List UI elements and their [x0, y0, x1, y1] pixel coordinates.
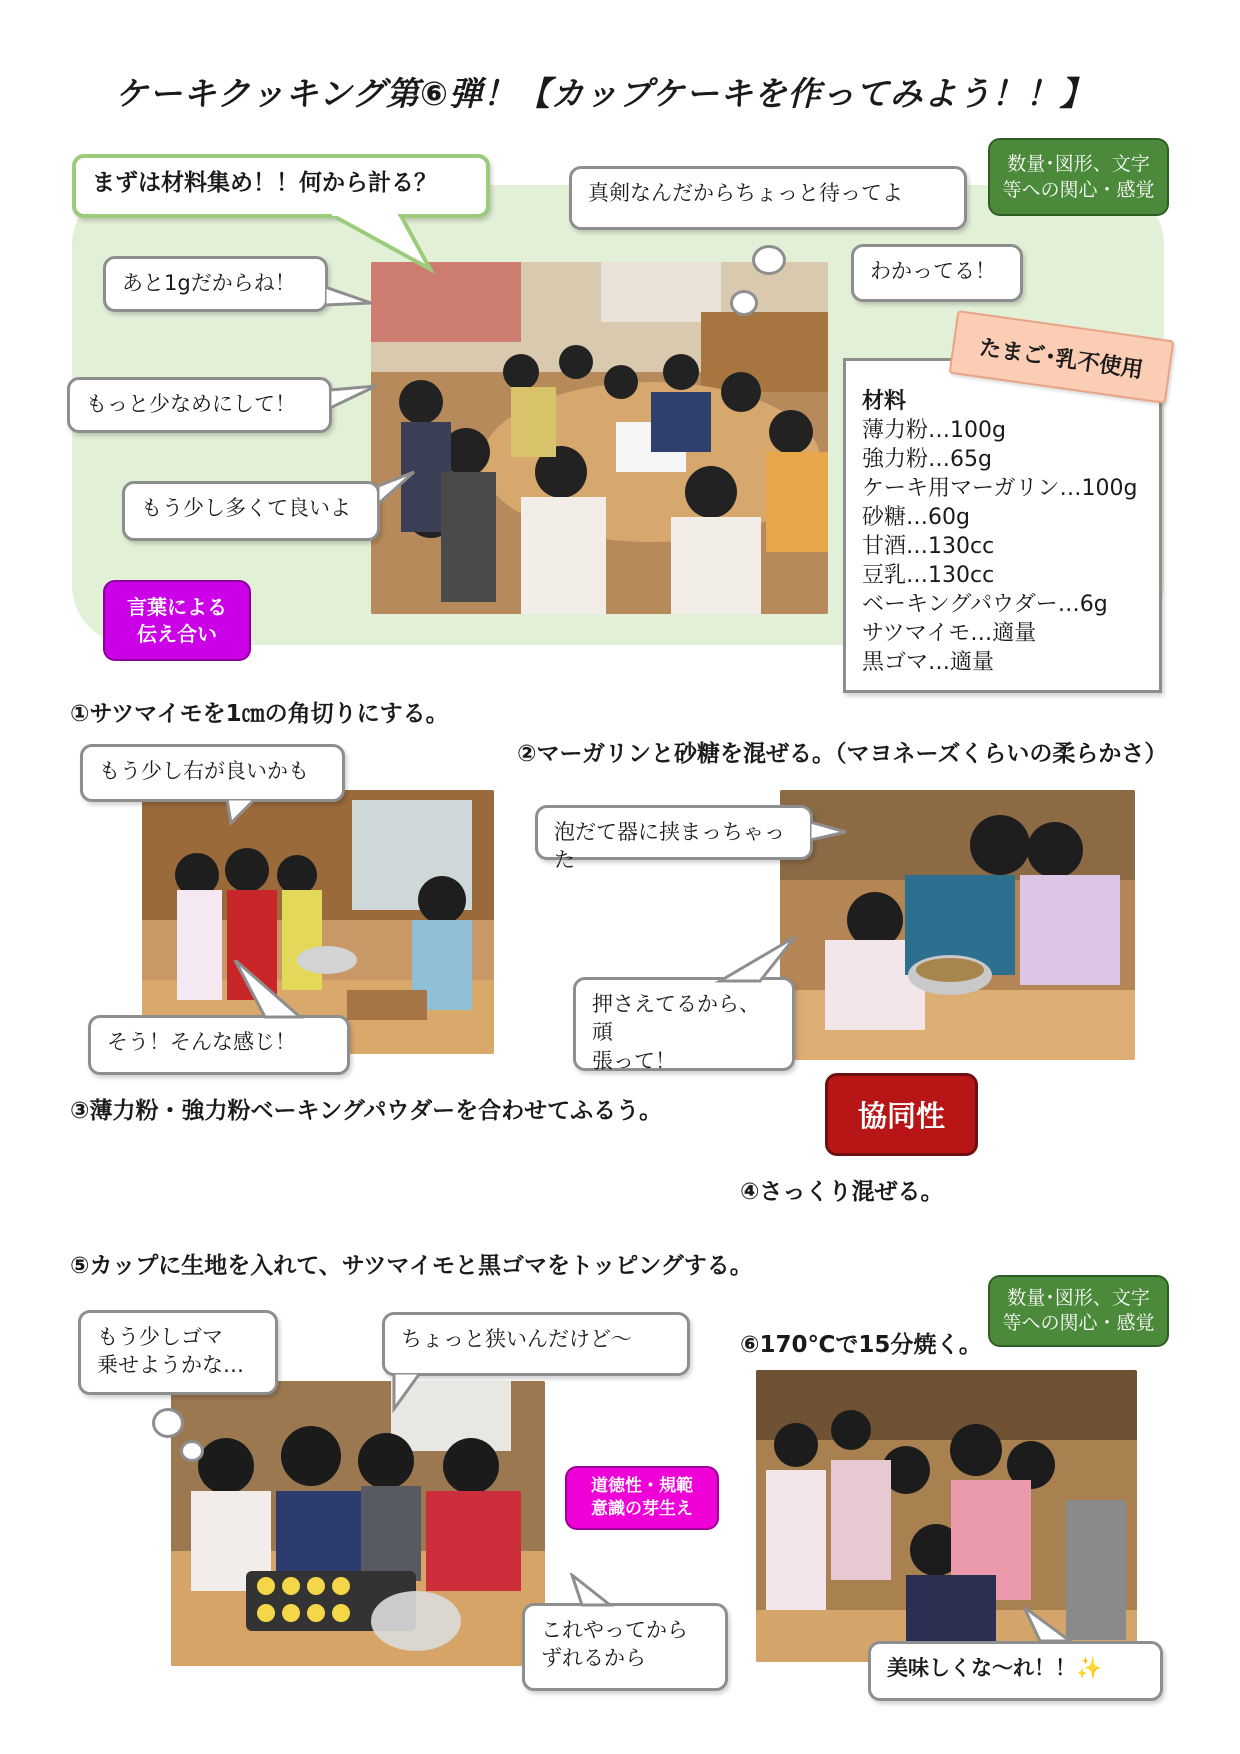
bubble-tail	[330, 382, 380, 412]
bubble-less: もっと少なめにして！	[67, 377, 332, 433]
thought-bubble-dot	[730, 290, 758, 316]
bubble-tail	[390, 1373, 440, 1413]
ingredients-box	[843, 358, 1162, 693]
bubble-tail	[225, 960, 305, 1020]
thought-bubble-dot	[752, 245, 786, 275]
step-2: ②マーガリンと砂糖を混ぜる。（マヨネーズくらいの柔らかさ）	[517, 741, 1168, 767]
bubble-tail	[810, 818, 850, 848]
ingredient-item: サツマイモ…適量	[862, 621, 1037, 646]
ingredient-item: 豆乳…130cc	[862, 563, 995, 588]
ingredient-item: 甘酒…130cc	[862, 534, 995, 559]
tag-number-interest-2	[988, 1275, 1169, 1347]
bubble-narrow: ちょっと狭いんだけど～	[382, 1312, 690, 1376]
bubble-line: 張って！	[592, 1048, 676, 1073]
tag-number-interest	[988, 138, 1169, 216]
ingredients-heading: 材料	[862, 389, 907, 414]
tag-line: 等への関心・感覚	[1002, 179, 1155, 201]
bubble-like-that: そう！そんな感じ！	[88, 1015, 350, 1075]
ingredient-item: 黒ゴマ…適量	[862, 650, 995, 675]
tag-line: 等への関心・感覚	[1002, 1312, 1155, 1334]
bubble-tail	[330, 214, 450, 274]
tag-communication	[103, 580, 251, 661]
tag-line: 数量･図形、文字	[1007, 1287, 1150, 1309]
ingredient-item: ベーキングパウダー…6g	[862, 592, 1108, 617]
bubble-line: 乗せようかな…	[97, 1353, 244, 1378]
allergy-ribbon: たまご･乳不使用	[949, 310, 1175, 404]
bubble-understood: わかってる！	[851, 244, 1023, 302]
ingredient-item: 薄力粉…100g	[862, 418, 1006, 443]
bubble-wait: 真剣なんだからちょっと待ってよ	[569, 166, 967, 230]
photo-gathering-ingredients	[371, 262, 828, 614]
thought-bubble-dot	[180, 1440, 204, 1462]
ingredient-item: 砂糖…60g	[862, 505, 970, 530]
bubble-tail	[570, 1573, 630, 1607]
tag-line: 意識の芽生え	[591, 1499, 693, 1519]
bubble-tail	[1020, 1605, 1080, 1645]
tag-line: 伝え合い	[137, 621, 217, 646]
bubble-tail	[325, 285, 375, 315]
bubble-whisk-stuck: 泡だて器に挟まっちゃった	[535, 805, 813, 860]
ingredient-item: 強力粉…65g	[862, 447, 992, 472]
bubble-right: もう少し右が良いかも	[80, 744, 345, 802]
step-3: ③薄力粉・強力粉ベーキングパウダーを合わせてふるう。	[70, 1098, 663, 1124]
bubble-tail	[378, 470, 418, 510]
bubble-delicious: 美味しくな～れ！！✨	[868, 1641, 1163, 1701]
bubble-holding	[573, 977, 795, 1071]
bubble-slip	[522, 1603, 728, 1691]
bubble-line: もう少しゴマ	[97, 1325, 223, 1349]
bubble-line: これやってから	[541, 1618, 688, 1642]
page-title: ケーキクッキング第⑥弾！【カップケーキを作ってみよう！！】	[115, 74, 1094, 113]
tag-line: 言葉による	[127, 594, 227, 619]
step-4: ④さっくり混ぜる。	[740, 1179, 944, 1205]
bubble-sesame	[78, 1310, 278, 1395]
lead-bubble: まずは材料集め！！何から計る？	[72, 154, 490, 218]
bubble-tail	[700, 935, 800, 985]
bubble-line: 押さえてるから、頑	[592, 992, 760, 1045]
ingredient-item: ケーキ用マーガリン…100g	[862, 476, 1138, 501]
tag-line: 数量･図形、文字	[1007, 153, 1150, 175]
tag-cooperation	[825, 1073, 978, 1156]
tag-morality	[565, 1466, 719, 1530]
bubble-line: ずれるから	[541, 1646, 646, 1671]
bubble-one-gram: あと1gだからね！	[103, 256, 328, 312]
bubble-more-ok: もう少し多くて良いよ	[122, 481, 380, 541]
tag-line: 協同性	[857, 1099, 945, 1133]
photo-topping-cups	[171, 1381, 545, 1666]
step-5: ⑤カップに生地を入れて、サツマイモと黒ゴマをトッピングする。	[70, 1253, 753, 1279]
tag-line: 道徳性・規範	[591, 1476, 693, 1496]
step-1: ①サツマイモを1㎝の角切りにする。	[70, 701, 449, 727]
bubble-tail	[225, 799, 275, 829]
thought-bubble-dot	[152, 1408, 184, 1438]
step-6: ⑥170℃で15分焼く。	[740, 1332, 982, 1358]
